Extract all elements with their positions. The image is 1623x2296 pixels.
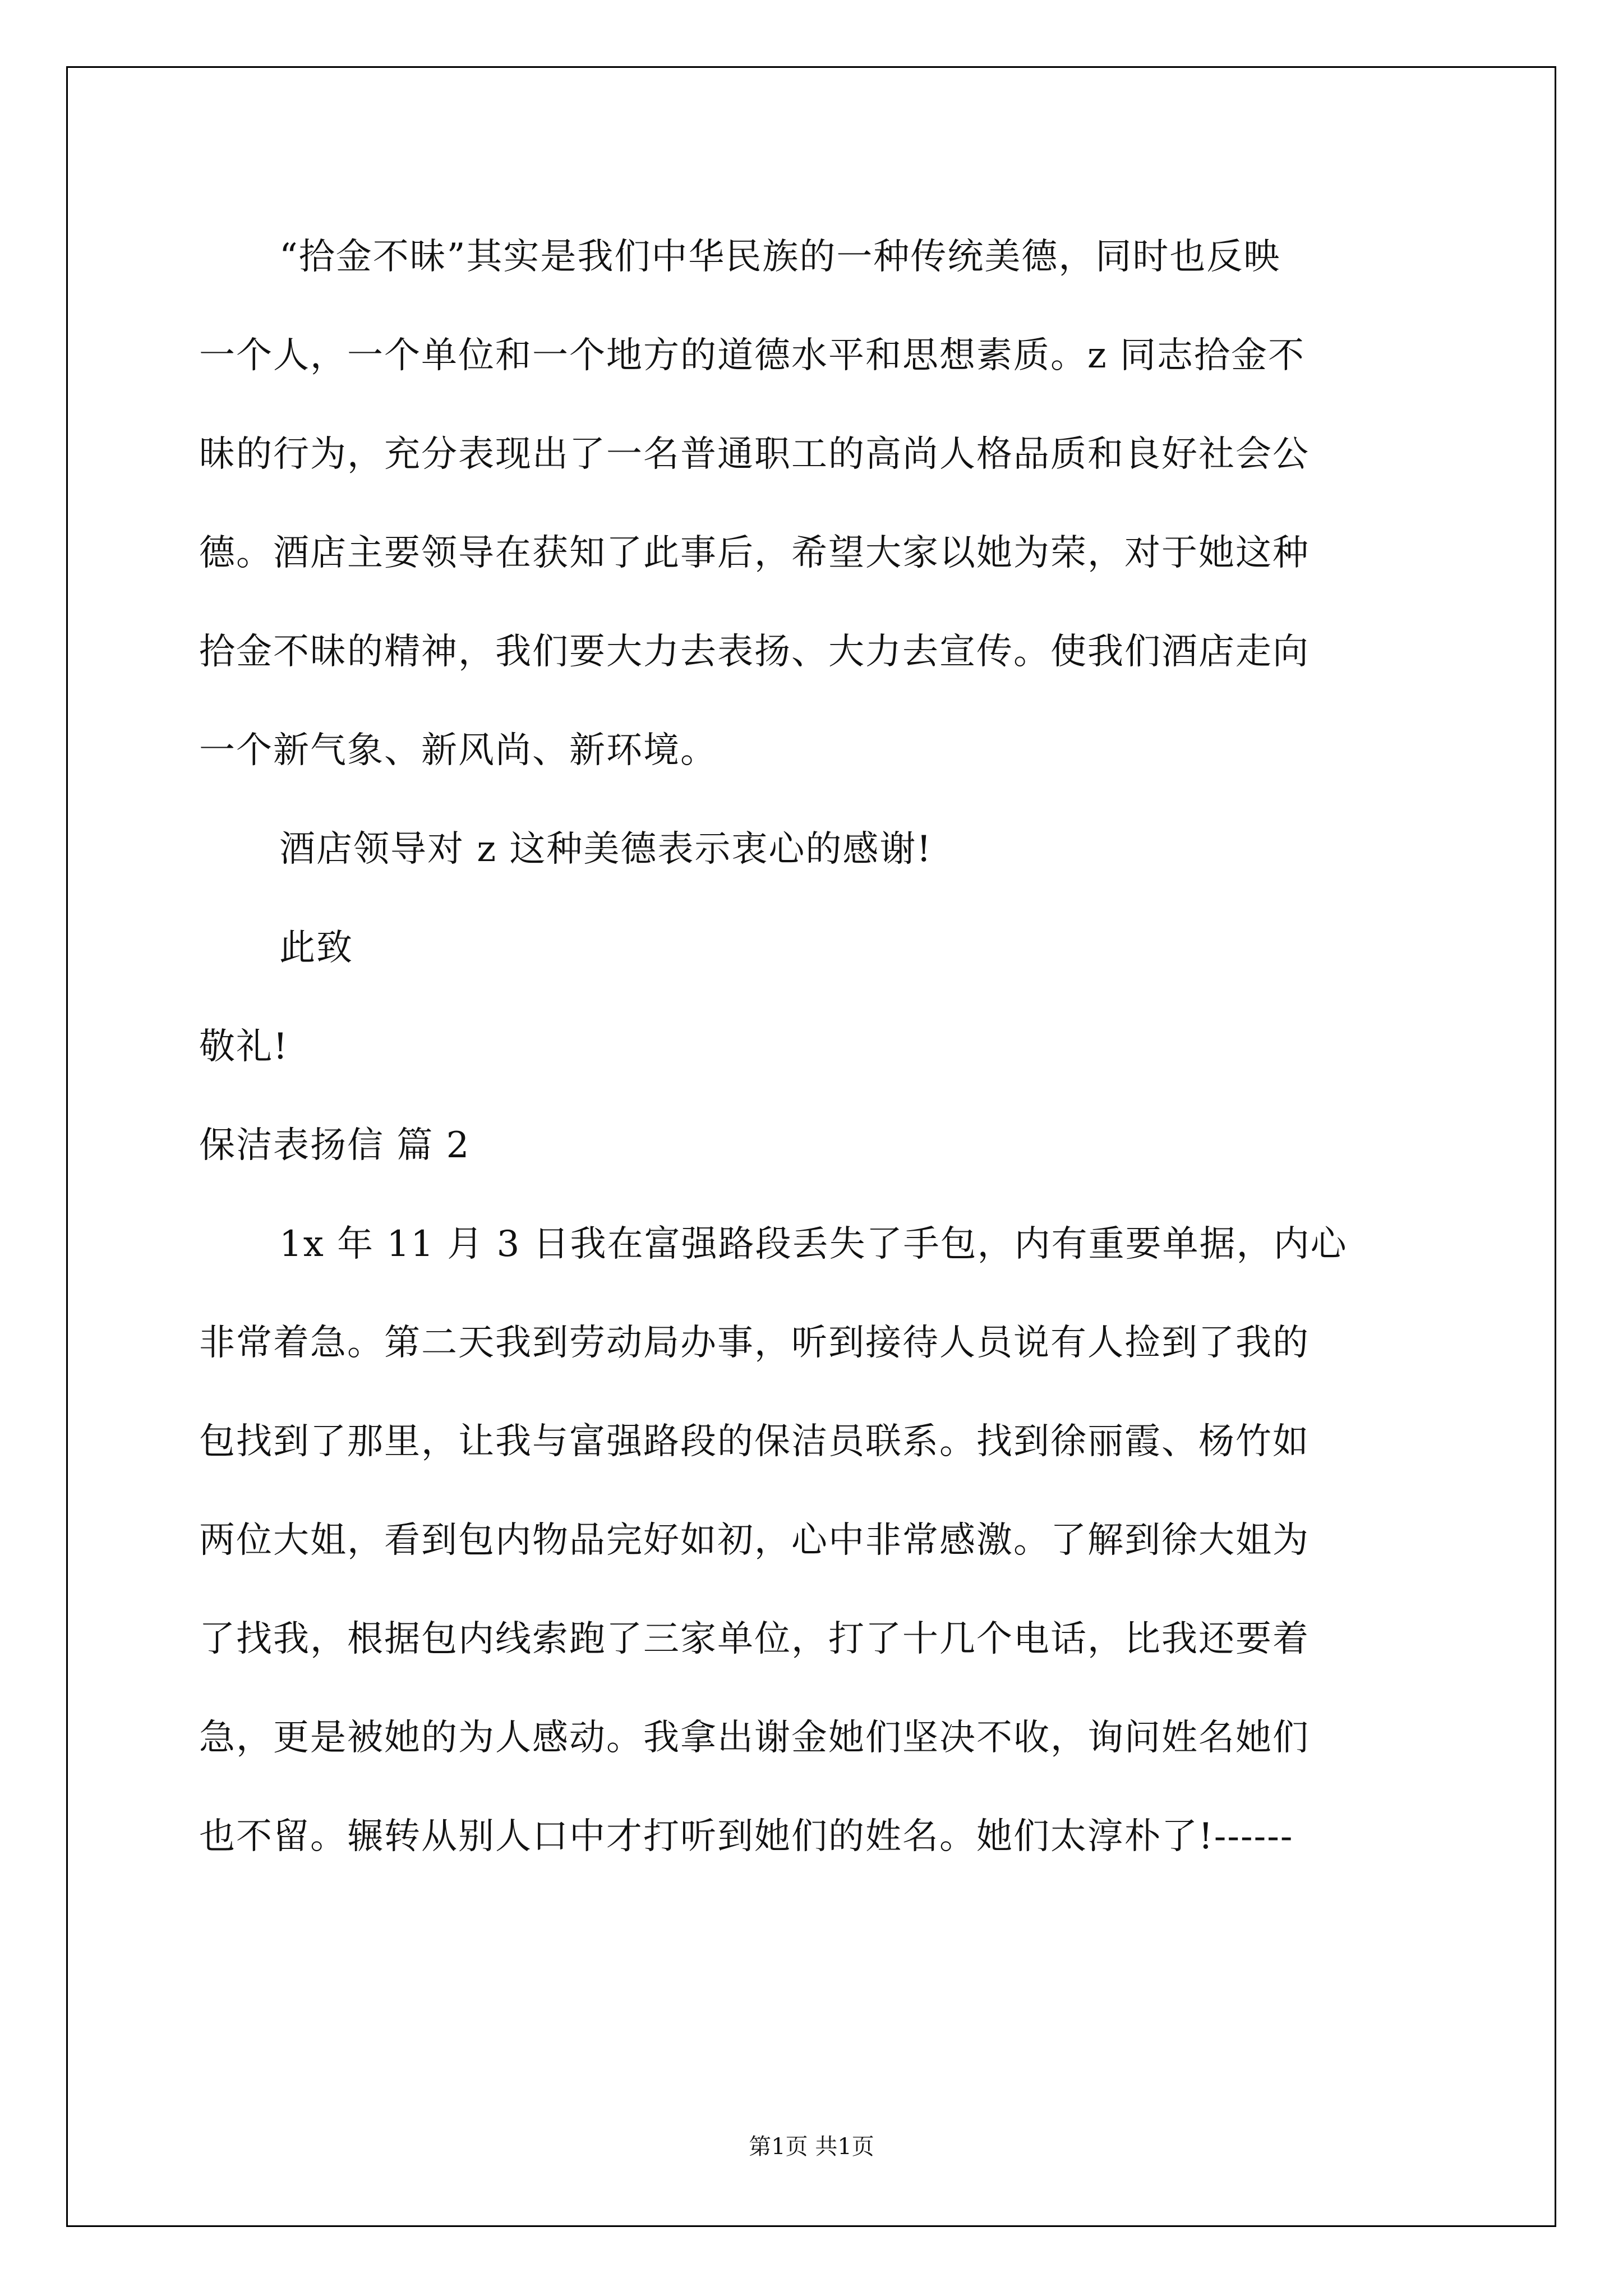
section-heading: 保洁表扬信 篇 2	[199, 1125, 471, 1166]
closing-jingli: 敬礼!	[199, 1026, 289, 1068]
text-line: 包找到了那里，让我与富强路段的保洁员联系。找到徐丽霞、杨竹如	[199, 1421, 1310, 1462]
text-line: 非常着急。第二天我到劳动局办事，听到接待人员说有人捡到了我的	[199, 1322, 1310, 1364]
text-line: 一个人，一个单位和一个地方的道德水平和思想素质。z 同志拾金不	[199, 335, 1306, 376]
document-body	[199, 208, 1422, 1886]
text-line: 一个新气象、新风尚、新环境。	[199, 730, 717, 771]
text-line: 昧的行为，充分表现出了一名普通职工的高尚人格品质和良好社会公	[199, 434, 1310, 475]
thanks-line: 酒店领导对 z 这种美德表示衷心的感谢!	[279, 829, 933, 870]
page-number: 第1页 共1页	[749, 2134, 874, 2160]
text-line: 了找我，根据包内线索跑了三家单位，打了十几个电话，比我还要着	[199, 1618, 1310, 1660]
closing-cizhi: 此致	[279, 927, 353, 969]
text-line: 两位大姐，看到包内物品完好如初，心中非常感激。了解到徐大姐为	[199, 1520, 1310, 1561]
text-line: 德。酒店主要领导在获知了此事后，希望大家以她为荣，对于她这种	[199, 532, 1310, 574]
text-line: 拾金不昧的精神，我们要大力去表扬、大力去宣传。使我们酒店走向	[199, 631, 1310, 673]
text-line: 急，更是被她的为人感动。我拿出谢金她们坚决不收，询问姓名她们	[199, 1717, 1310, 1759]
text-line: 1x 年 11 月 3 日我在富强路段丢失了手包，内有重要单据，内心	[279, 1223, 1348, 1265]
text-line: 也不留。辗转从别人口中才打听到她们的姓名。她们太淳朴了!------	[199, 1816, 1294, 1857]
text-line: “拾金不昧”其实是我们中华民族的一种传统美德，同时也反映	[279, 236, 1281, 278]
